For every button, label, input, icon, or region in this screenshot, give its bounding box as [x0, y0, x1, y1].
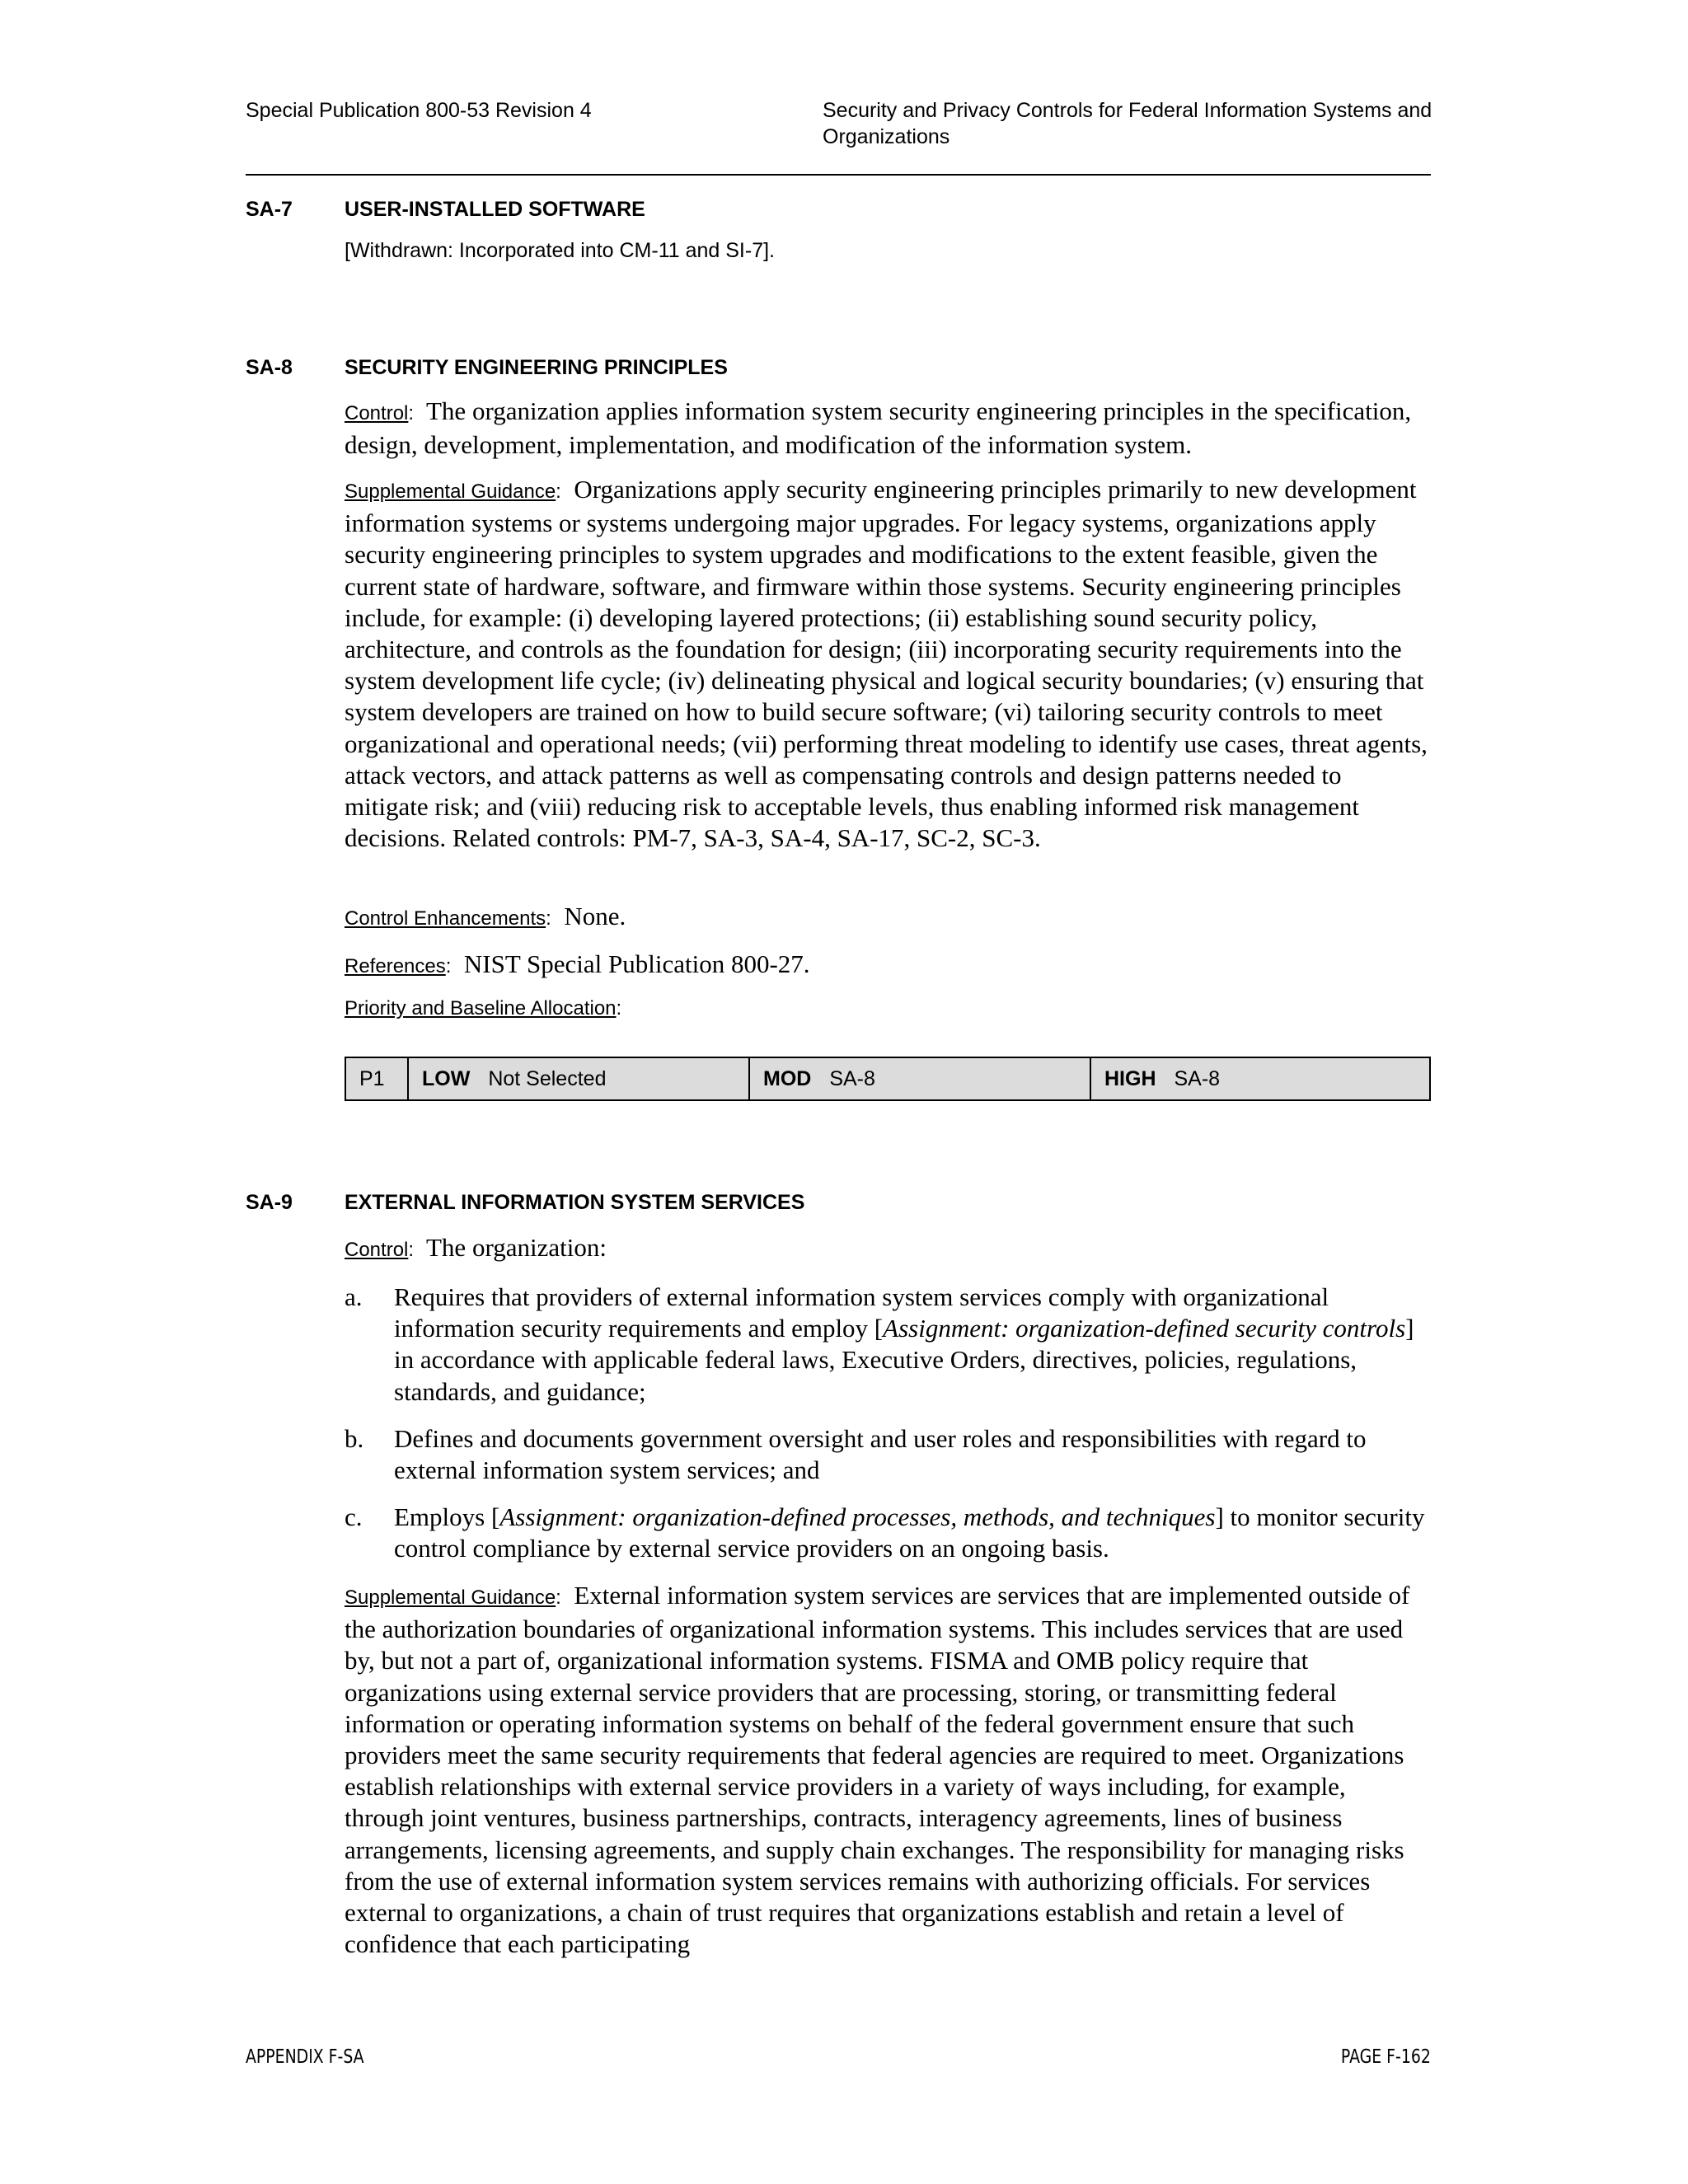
sa8-guidance: Supplemental Guidance: Organizations apply security engineering principles primarily to new development information systems or systems undergoing major upgrades. For legacy systems, organizations apply security engineering principles to system upgrades and modifications to the extent feasible, given the current state of hardware, software, and firmware within those systems. Security engineering principles include, for example: (i) developing layered protections; (ii) establishing sound security policy, architecture, and controls as the foundation for design; (iii) incorporating security requirements into the system development life cycle; (iv) delineating physical and logical security boundaries; (v) ensuring that system developers are trained on how to build secure software; (vi) tailoring security controls to meet organizational and operational needs; (vii) performing threat modeling to identify use cases, threat agents, attack vectors, and attack patterns as well as compensating controls and design patterns needed to mitigate risk; and (viii) reducing risk to acceptable levels, thus enabling informed risk management decisions. Related controls: PM-7, SA-3, SA-4, SA-17, SC-2, SC-3.: [345, 475, 1428, 853]
baseline-low: [409, 1058, 750, 1099]
header-divider: [246, 174, 1431, 176]
baseline-high-label: HIGH: [1104, 1066, 1156, 1090]
list-item-text: Requires that providers of external information system services comply with organizational information security requirements and employ [: [394, 1282, 1329, 1343]
list-item-text: ] in accordance with applicable federal laws, Executive Orders, directives, policies, regulations, standards, and guidance;: [394, 1314, 1414, 1406]
sa9-guidance-label: Supplemental Guidance: [345, 1586, 556, 1609]
sa8-references-label: References: [345, 955, 446, 977]
sa7-id: SA-7: [246, 198, 293, 221]
list-item-letter: c.: [345, 1502, 363, 1531]
list-item-text: ] to monitor security control compliance by external service providers on an ongoing basis.: [394, 1502, 1425, 1563]
sa8-control: Control: The organization applies information system security engineering principles in the specification, design, development, implementation, and modification of the information system.: [345, 396, 1412, 460]
baseline-low-value: Not Selected: [488, 1066, 607, 1090]
sa9-item-c: [345, 1502, 1431, 1564]
list-item-letter: b.: [345, 1424, 364, 1453]
sa8-title: SECURITY ENGINEERING PRINCIPLES: [345, 356, 728, 379]
sa9-id: SA-9: [246, 1191, 293, 1214]
sa8-references: References: NIST Special Publication 800-27.: [345, 949, 810, 978]
sa9-control-text: The organization:: [426, 1233, 607, 1262]
sa7-title: USER-INSTALLED SOFTWARE: [345, 198, 645, 221]
sa9-control-label: Control: [345, 1239, 409, 1261]
header-title: Security and Privacy Controls for Federal Information Systems and Organizations: [823, 99, 1432, 148]
sa8-priority-label: Priority and Baseline Allocation: [345, 997, 617, 1019]
assignment-text: Assignment: organization-defined processes, methods, and techniques: [499, 1502, 1216, 1531]
sa8-enhancements-text: None.: [564, 902, 626, 930]
sa9-guidance: Supplemental Guidance: External information system services are services that are implemented outside of the authorization boundaries of organizational information systems. This includes services that are used by, but not a part of, organizational information systems. FISMA and OMB policy require that organizations using external service providers that are processing, storing, or transmitting federal information or operating information systems on behalf of the federal government ensure that such providers meet the same security requirements that federal agencies are required to meet. Organizations establish relationships with external service providers in a variety of ways including, for example, through joint ventures, business partnerships, contracts, interagency agreements, lines of business arrangements, licensing agreements, and supply chain exchanges. The responsibility for managing risks from the use of external information system services remains with authorizing officials. For services external to organizations, a chain of trust requires that organizations establish and retain a level of confidence that each participating: [345, 1581, 1410, 1959]
baseline-mod: [750, 1058, 1091, 1099]
footer-appendix: APPENDIX F-SA: [246, 2046, 364, 2068]
list-item-letter: a.: [345, 1282, 363, 1311]
baseline-allocation-table: [345, 1057, 1431, 1101]
header-publication: Special Publication 800-53 Revision 4: [246, 99, 592, 122]
assignment-text: Assignment: organization-defined security controls: [883, 1314, 1406, 1343]
sa9-guidance-text: External information system services are services that are implemented outside of the authorization boundaries of organizational information systems. This includes services that are used by, but not a part of, organizational information systems. FISMA and OMB policy require that organizations using external service providers that are processing, storing, or transmitting federal information or operating information systems on behalf of the federal government ensure that such providers meet the same security requirements that federal agencies are required to meet. Organizations establish relationships with external service providers in a variety of ways including, for example, through joint ventures, business partnerships, contracts, interagency agreements, lines of business arrangements, licensing agreements, and supply chain exchanges. The responsibility for managing risks from the use of external information system services remains with authorizing officials. For services external to organizations, a chain of trust requires that organizations establish and retain a level of confidence that each participating: [345, 1581, 1410, 1959]
sa9-item-b: [345, 1423, 1431, 1486]
sa8-references-text: NIST Special Publication 800-27.: [463, 949, 810, 978]
sa8-enhancements-label: Control Enhancements: [345, 907, 546, 930]
sa8-guidance-text: Organizations apply security engineering principles primarily to new development information systems or systems undergoing major upgrades. For legacy systems, organizations apply security engineering principles to system upgrades and modifications to the extent feasible, given the current state of hardware, software, and firmware within those systems. Security engineering principles include, for example: (i) developing layered protections; (ii) establishing sound security policy, architecture, and controls as the foundation for design; (iii) incorporating security requirements into the system development life cycle; (iv) delineating physical and logical security boundaries; (v) ensuring that system developers are trained on how to build secure software; (vi) tailoring security controls to meet organizational and operational needs; (vii) performing threat modeling to identify use cases, threat agents, attack vectors, and attack patterns as well as compensating controls and design patterns needed to mitigate risk; and (viii) reducing risk to acceptable levels, thus enabling informed risk management decisions. Related controls: PM-7, SA-3, SA-4, SA-17, SC-2, SC-3.: [345, 475, 1428, 853]
baseline-mod-label: MOD: [763, 1066, 812, 1090]
sa9-item-a: [345, 1282, 1431, 1408]
sa8-control-label: Control: [345, 402, 409, 424]
sa8-priority: Priority and Baseline Allocation:: [345, 997, 622, 1019]
footer-page-number: PAGE F-162: [1341, 2046, 1431, 2068]
baseline-priority: P1: [346, 1058, 409, 1099]
baseline-mod-value: SA-8: [829, 1066, 875, 1090]
sa8-guidance-label: Supplemental Guidance: [345, 480, 556, 503]
baseline-high: [1091, 1058, 1429, 1099]
sa7-withdrawn: [Withdrawn: Incorporated into CM-11 and SI-7].: [345, 239, 775, 262]
sa8-enhancements: Control Enhancements: None.: [345, 902, 626, 930]
sa8-id: SA-8: [246, 356, 293, 379]
baseline-low-label: LOW: [422, 1066, 471, 1090]
list-item-text: Defines and documents government oversight and user roles and responsibilities with regard to external information system services; and: [394, 1424, 1367, 1485]
sa9-title: EXTERNAL INFORMATION SYSTEM SERVICES: [345, 1191, 805, 1214]
baseline-high-value: SA-8: [1174, 1066, 1221, 1090]
sa9-control: Control: The organization:: [345, 1233, 607, 1262]
sa8-control-text: The organization applies information system security engineering principles in the specification, design, development, implementation, and modification of the information system.: [345, 396, 1412, 460]
list-item-text: Employs [: [394, 1502, 500, 1531]
